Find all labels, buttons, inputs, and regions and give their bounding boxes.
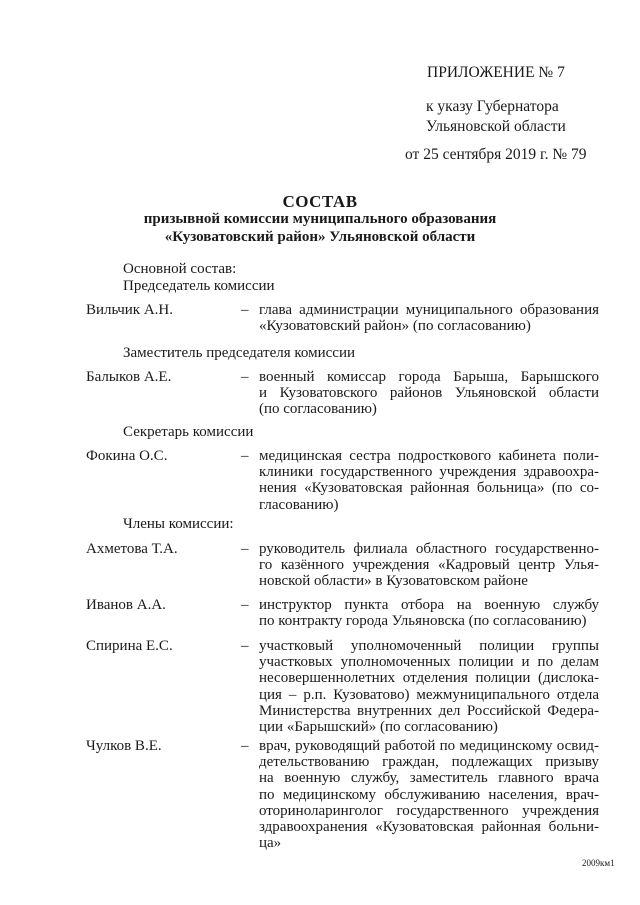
person-name: Спирина Е.С. — [86, 638, 173, 654]
dash: – — [241, 541, 249, 557]
person-name: Чулков В.Е. — [86, 738, 162, 754]
person-role: участковый уполномоченный полиции группы участковых уполномоченных полиции и по делам несовершеннолетних отделения полиции (дислока- ция – р.п. Кузоватово) межмуниципального отдела Министерства внутренних дел Российской Федера- ции «Барышский» (по согласованию) — [259, 638, 599, 736]
person-role: врач, руководящий работой по медицинскому освид- детельствованию граждан, подлежащих призыву на военную службу, заместитель главного врача по медицинскому обслуживанию населения, врач- оториноларинголог государственного учреждения здравоохранения «Кузоватовская районная больни- ца» — [259, 738, 599, 852]
document-subtitle-1: призывной комиссии муниципального образования — [143, 211, 497, 227]
annex-line-1: к указу Губернатора — [426, 98, 559, 115]
document-title: СОСТАВ — [282, 192, 358, 211]
section-secretary: Секретарь комиссии — [123, 424, 254, 440]
person-name: Фокина О.С. — [86, 448, 168, 464]
section-members: Члены комиссии: — [123, 516, 234, 532]
person-role: медицинская сестра подросткового кабинета поли- клиники государственного учреждения здравоохра- нения «Кузоватовская районная больница» (по со- гласованию) — [259, 448, 599, 513]
annex-number: ПРИЛОЖЕНИЕ № 7 — [427, 64, 565, 81]
section-chair: Председатель комиссии — [123, 278, 275, 294]
person-name: Балыков А.Е. — [86, 369, 172, 385]
dash: – — [241, 738, 249, 754]
dash: – — [241, 597, 249, 613]
person-name: Иванов А.А. — [86, 597, 166, 613]
dash: – — [241, 302, 249, 318]
annex-date: от 25 сентября 2019 г. № 79 — [405, 146, 587, 163]
dash: – — [241, 448, 249, 464]
person-role: военный комиссар города Барыша, Барышского и Кузоватовского районов Ульяновской области (по согласованию) — [259, 369, 599, 418]
person-role: инструктор пункта отбора на военную службу по контракту города Ульяновска (по согласованию) — [259, 597, 599, 630]
person-name: Вильчик А.Н. — [86, 302, 173, 318]
person-name: Ахметова Т.А. — [86, 541, 178, 557]
person-role: руководитель филиала областного государственно- го казённого учреждения «Кадровый центр Улья- новской области» в Кузоватовском районе — [259, 541, 599, 590]
dash: – — [241, 369, 249, 385]
annex-line-2: Ульяновской области — [426, 118, 566, 135]
person-role: глава администрации муниципального образования «Кузоватовский район» (по согласованию) — [259, 302, 599, 335]
section-main: Основной состав: — [123, 261, 237, 277]
dash: – — [241, 638, 249, 654]
document-subtitle-2: «Кузоватовский район» Ульяновской области — [164, 229, 476, 245]
section-deputy: Заместитель председателя комиссии — [123, 345, 356, 361]
footer-stamp: 2009км1 — [582, 858, 615, 868]
